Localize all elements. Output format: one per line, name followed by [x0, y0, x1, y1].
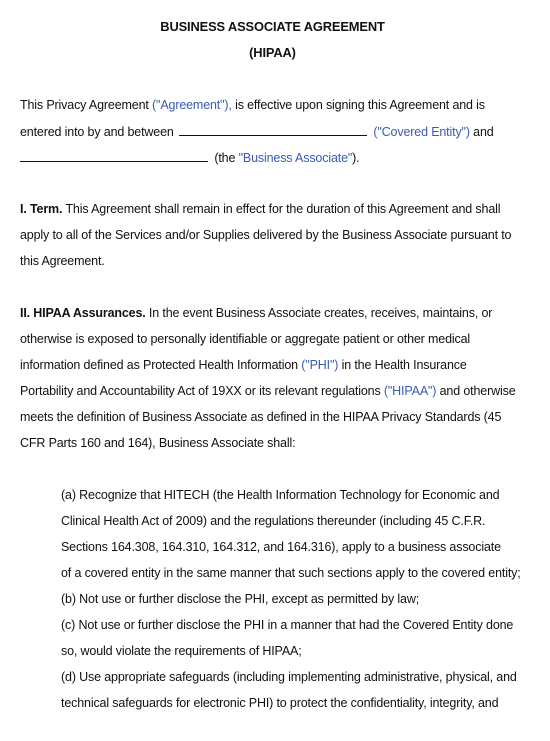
intro-line-1 — [20, 97, 485, 113]
item-d-line-2: technical safeguards for electronic PHI) to protect the confidentiality, integrity, and — [61, 696, 499, 710]
hipaa-line-1 — [20, 305, 492, 321]
term-line-2: apply to all of the Services and/or Supplies delivered by the Business Associate pursuant to — [20, 228, 512, 242]
item-a-line-4: of a covered entity in the same manner that such sections apply to the covered entity; — [61, 566, 521, 580]
hipaa-text: information defined as Protected Health Information — [20, 358, 302, 372]
intro-text: This Privacy Agreement — [20, 98, 153, 112]
hipaa-line-6: CFR Parts 160 and 164), Business Associate shall: — [20, 436, 296, 450]
hipaa-line-2: otherwise is exposed to personally identifiable or aggregate patient or other medical — [20, 332, 471, 346]
hipaa-text: In the event Business Associate creates, receives, maintains, or — [145, 306, 493, 320]
term-text: This Agreement shall remain in effect for the duration of this Agreement and shall — [62, 202, 501, 216]
intro-line-3 — [20, 149, 360, 166]
intro-text: ). — [352, 151, 360, 165]
business-associate-defined-term: "Business Associate" — [238, 151, 353, 165]
intro-text: entered into by and between — [20, 125, 174, 139]
hipaa-text: in the Health Insurance — [338, 358, 467, 372]
intro-text: is effective upon signing this Agreement and is — [231, 98, 485, 112]
term-line-3: this Agreement. — [20, 254, 105, 268]
hipaa-text: and otherwise — [436, 384, 516, 398]
hipaa-line-4 — [20, 383, 516, 399]
business-associate-blank[interactable] — [20, 149, 208, 162]
phi-defined-term: ("PHI") — [301, 358, 339, 372]
item-a-line-2: Clinical Health Act of 2009) and the regulations thereunder (including 45 C.F.R. — [61, 514, 486, 528]
agreement-defined-term: ("Agreement"), — [152, 98, 232, 112]
item-a-line-1: (a) Recognize that HITECH (the Health Information Technology for Economic and — [61, 488, 500, 502]
term-heading: I. Term. — [20, 202, 63, 216]
document-subtitle: (HIPAA) — [249, 45, 296, 60]
intro-text: (the — [214, 151, 239, 165]
item-a-line-3: Sections 164.308, 164.310, 164.312, and 164.316), apply to a business associate — [61, 540, 501, 554]
hipaa-line-5: meets the definition of Business Associate as defined in the HIPAA Privacy Standards (45 — [20, 410, 502, 424]
item-d-line-1: (d) Use appropriate safeguards (including implementing administrative, physical, and — [61, 670, 517, 684]
item-b-line-1: (b) Not use or further disclose the PHI, except as permitted by law; — [61, 592, 420, 606]
covered-entity-defined-term: ("Covered Entity") — [373, 125, 470, 139]
item-c-line-2: so, would violate the requirements of HIPAA; — [61, 644, 302, 658]
hipaa-text: Portability and Accountability Act of 19XX or its relevant regulations — [20, 384, 384, 398]
hipaa-defined-term: ("HIPAA") — [383, 384, 437, 398]
hipaa-heading: II. HIPAA Assurances. — [20, 306, 146, 320]
covered-entity-blank[interactable] — [179, 123, 367, 136]
intro-line-2 — [20, 123, 494, 140]
intro-text: and — [469, 125, 494, 139]
document-title: BUSINESS ASSOCIATE AGREEMENT — [160, 19, 385, 34]
term-line-1 — [20, 201, 500, 217]
item-c-line-1: (c) Not use or further disclose the PHI in a manner that had the Covered Entity done — [61, 618, 514, 632]
hipaa-line-3 — [20, 357, 467, 373]
